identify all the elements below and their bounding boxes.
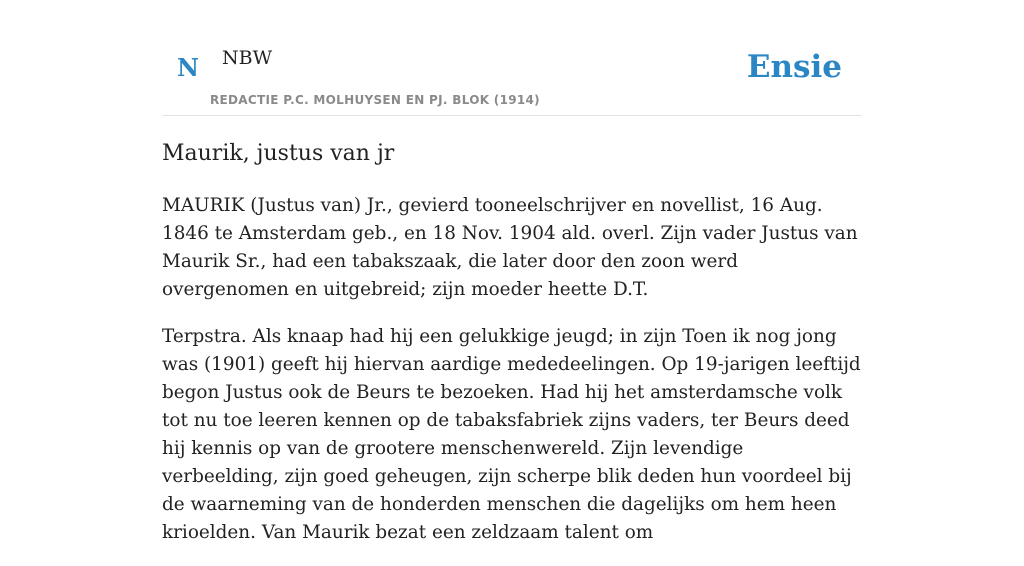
publication-subtitle: REDACTIE P.C. MOLHUYSEN EN PJ. BLOK (1914)	[210, 93, 540, 107]
article-paragraph: Terpstra. Als knaap had hij een gelukkige jeugd; in zijn Toen ik nog jong was (1901) geeft hij hiervan aardige mededeelingen. Op 19-jarigen leeftijd begon Justus ook de Beurs te bezoeken. Had hij het amsterdamsche volk tot nu toe leeren kennen op de tabaksfabriek zijns vaders, ter Beurs deed hij kennis op van de grootere menschenwereld. Zijn levendige verbeelding, zijn goed geheugen, zijn scherpe blik deden hun voordeel bij de waarneming van de honderden menschen die dagelijks om hem heen krioelden. Van Maurik bezat een zeldzaam talent om	[162, 326, 861, 543]
content-column	[162, 0, 862, 543]
article-title: Maurik, justus van jr	[162, 141, 395, 166]
publication-name[interactable]: NBW	[222, 47, 273, 69]
article-body	[162, 192, 862, 566]
publication-logo[interactable]: N	[177, 53, 199, 82]
header	[162, 0, 862, 116]
brand-logo[interactable]: Ensie	[746, 49, 842, 85]
article-paragraph: MAURIK (Justus van) Jr., gevierd tooneelschrijver en novellist, 16 Aug. 1846 te Amsterdam geb., en 18 Nov. 1904 ald. overl. Zijn vader Justus van Maurik Sr., had een tabakszaak, die later door den zoon werd overgenomen en uitgebreid; zijn moeder heette D.T.	[162, 195, 858, 300]
